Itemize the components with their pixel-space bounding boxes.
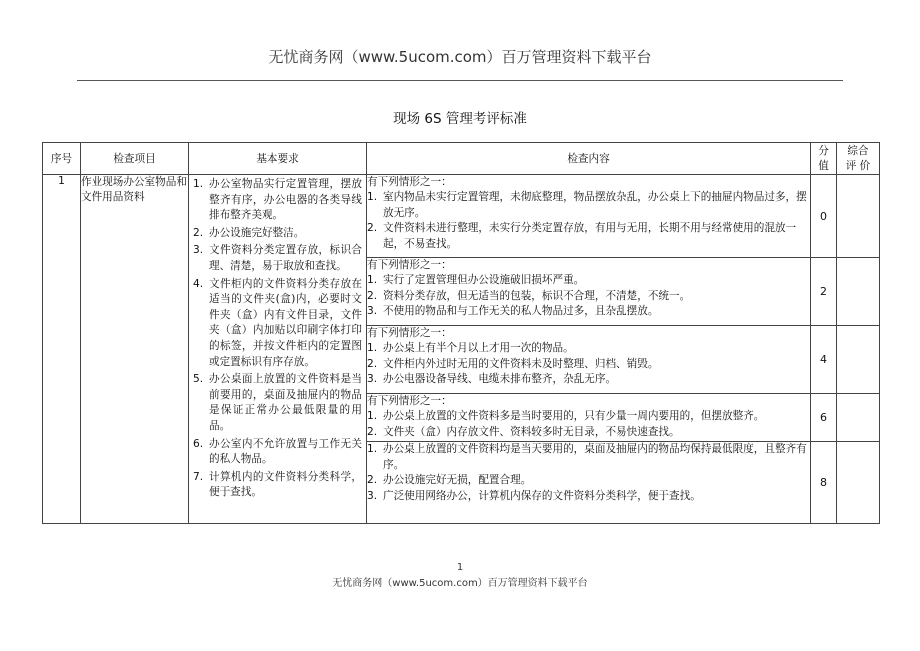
evaluation-cell <box>837 175 880 258</box>
check-group-1 <box>367 258 811 326</box>
header-divider <box>77 80 843 81</box>
list-item: 2. 文件夹（盒）内存放文件、资料较多时无目录，不易快速查找。 <box>367 425 680 438</box>
list-item: 2. 资料分类存放，但无适当的包装，标识不合理，不清楚，不统一。 <box>367 289 691 302</box>
list-item: 1. 办公桌上放置的文件资料多是当时要用的，只有少量一周内要用的，但摆放整齐。 <box>367 410 765 422</box>
page-footer: 无忧商务网（www.5ucom.com）百万管理资料下载平台 <box>332 578 588 589</box>
score-value: 6 <box>811 394 837 442</box>
score-value: 2 <box>811 258 837 326</box>
evaluation-cell <box>837 326 880 394</box>
list-item: 3. 办公电器设备导线、电缆未排布整齐，杂乱无序。 <box>367 373 617 386</box>
row-number: 1 <box>43 175 81 524</box>
score-value: 0 <box>811 175 837 258</box>
table-header-row <box>43 143 880 175</box>
evaluation-cell <box>837 442 880 524</box>
list-item: 1. 办公桌上有半个月以上才用一次的物品。 <box>367 342 574 354</box>
list-item: 4. 文件柜内的文件资料分类存放在适当的文件夹(盒)内，必要时文件夹（盒）内有文件目录，文件夹（盒）内加贴以印刷字体打印的标签，并按文件柜内的定置图或定置标识有序存放。 <box>193 277 362 368</box>
table-row <box>43 175 880 258</box>
evaluation-table <box>42 142 880 524</box>
list-item: 2. 文件柜内外过时无用的文件资料未及时整理、归档、销毁。 <box>367 357 659 370</box>
list-item: 3. 不使用的物品和与工作无关的私人物品过多，且杂乱摆放。 <box>367 305 659 318</box>
evaluation-cell <box>837 258 880 326</box>
requirements-cell <box>189 175 367 524</box>
header-requirement: 基本要求 <box>189 143 367 175</box>
check-group-0 <box>367 175 811 258</box>
list-item: 2. 文件资料未进行整理，未实行分类定置存放，有用与无用，长期不用与经常使用的混放一起，不易查找。 <box>367 222 797 250</box>
header-score <box>811 143 837 175</box>
check-group-title: 有下列情形之一： <box>367 395 452 407</box>
header-item: 检查项目 <box>81 143 189 175</box>
score-value: 4 <box>811 326 837 394</box>
check-group-2 <box>367 326 811 394</box>
list-item: 1. 办公桌上放置的文件资料均是当天要用的，桌面及抽屉内的物品均保持最低限度，且整齐有序。 <box>367 443 807 471</box>
list-item: 6. 办公室内不允许放置与工作无关的私人物品。 <box>193 437 362 466</box>
header-score-line1: 分 <box>818 144 829 157</box>
list-item: 2. 办公设施完好无损，配置合理。 <box>367 474 532 487</box>
document-title: 现场 6S 管理考评标准 <box>393 111 527 127</box>
header-eval-line2: 评 价 <box>845 159 871 172</box>
row-item: 作业现场办公室物品和文件用品资料 <box>81 175 189 524</box>
header-score-line2: 值 <box>818 159 829 172</box>
list-item: 1. 实行了定置管理但办公设施破旧损坏严重。 <box>367 274 585 286</box>
list-item: 7. 计算机内的文件资料分类科学，便于查找。 <box>193 470 362 499</box>
check-group-title: 有下列情形之一： <box>367 259 452 271</box>
check-group-3 <box>367 394 811 442</box>
list-item: 2. 办公设施完好整洁。 <box>193 226 305 239</box>
page-number: 1 <box>456 562 464 573</box>
page-header: 无忧商务网（www.5ucom.com）百万管理资料下载平台 <box>268 48 652 66</box>
check-group-4 <box>367 442 811 524</box>
score-value: 8 <box>811 442 837 524</box>
requirements-list <box>189 175 366 505</box>
header-no: 序号 <box>43 143 81 175</box>
list-item: 3. 广泛使用网络办公，计算机内保存的文件资料分类科学，便于查找。 <box>367 489 701 502</box>
list-item: 3. 文件资料分类定置存放，标识合理、清楚，易于取放和查找。 <box>193 244 362 272</box>
evaluation-cell <box>837 394 880 442</box>
header-content: 检查内容 <box>367 143 811 175</box>
check-group-title: 有下列情形之一： <box>367 176 452 188</box>
header-eval-line1: 综合 <box>847 144 869 157</box>
list-item: 5. 办公桌面上放置的文件资料是当前要用的，桌面及抽屉内的物品是保证正常办公最低限量的用品。 <box>193 373 362 432</box>
header-evaluation <box>837 143 880 175</box>
list-item: 1. 办公室物品实行定置管理，摆放整齐有序，办公电器的各类导线排布整齐美观。 <box>193 178 362 222</box>
list-item: 1. 室内物品未实行定置管理，未彻底整理，物品摆放杂乱，办公桌上下的抽屉内物品过多，摆放无序。 <box>367 191 807 219</box>
check-group-title: 有下列情形之一： <box>367 327 452 339</box>
